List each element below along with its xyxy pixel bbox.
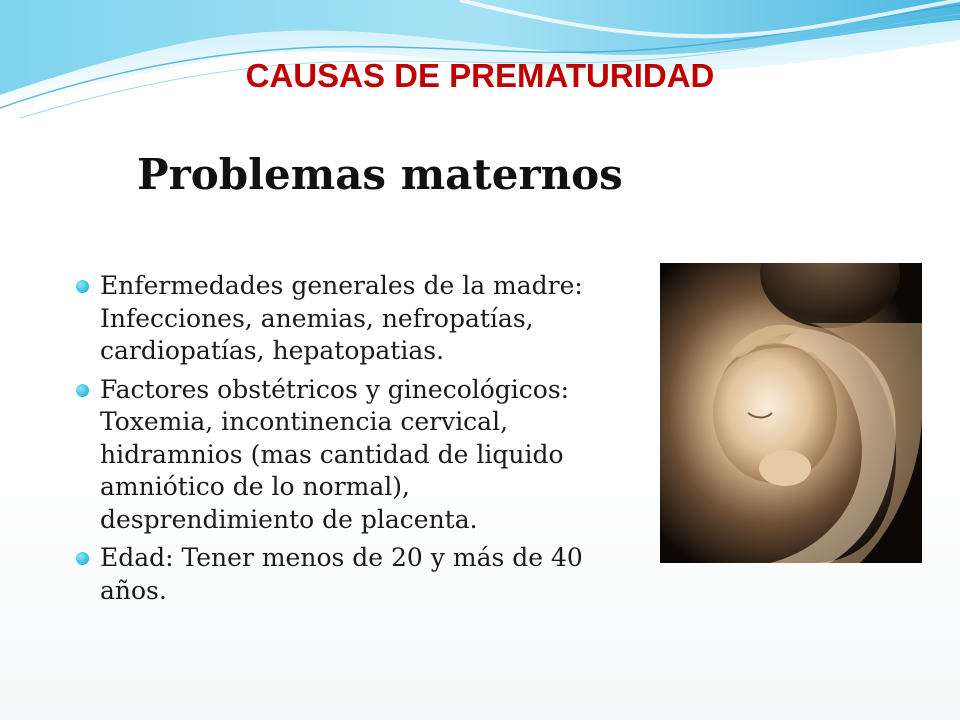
bullet-text: Edad: Tener menos de 20 y más de 40 años. bbox=[100, 543, 583, 605]
bullet-item bbox=[76, 374, 626, 537]
bullet-text: Factores obstétricos y ginecológicos: Toxemia, incontinencia cervical, hidramnios (mas cantidad de liquido amniótico de lo normal), desprendimiento de placenta. bbox=[100, 374, 570, 534]
bullet-item bbox=[76, 270, 626, 368]
bullet-text: Enfermedades generales de la madre: Infecciones, anemias, nefropatías, cardiopatías, hepatopatias. bbox=[100, 271, 583, 365]
slide-subtitle: Problemas maternos bbox=[137, 150, 623, 199]
circle-bullet-icon bbox=[76, 384, 89, 397]
bullet-list bbox=[76, 270, 626, 613]
bullet-item bbox=[76, 542, 626, 607]
slide-title: CAUSAS DE PREMATURIDAD bbox=[245, 57, 715, 94]
circle-bullet-icon bbox=[76, 552, 89, 565]
circle-bullet-icon bbox=[76, 280, 89, 293]
mother-baby-photo bbox=[660, 263, 922, 563]
mother-baby-illustration bbox=[660, 263, 922, 563]
